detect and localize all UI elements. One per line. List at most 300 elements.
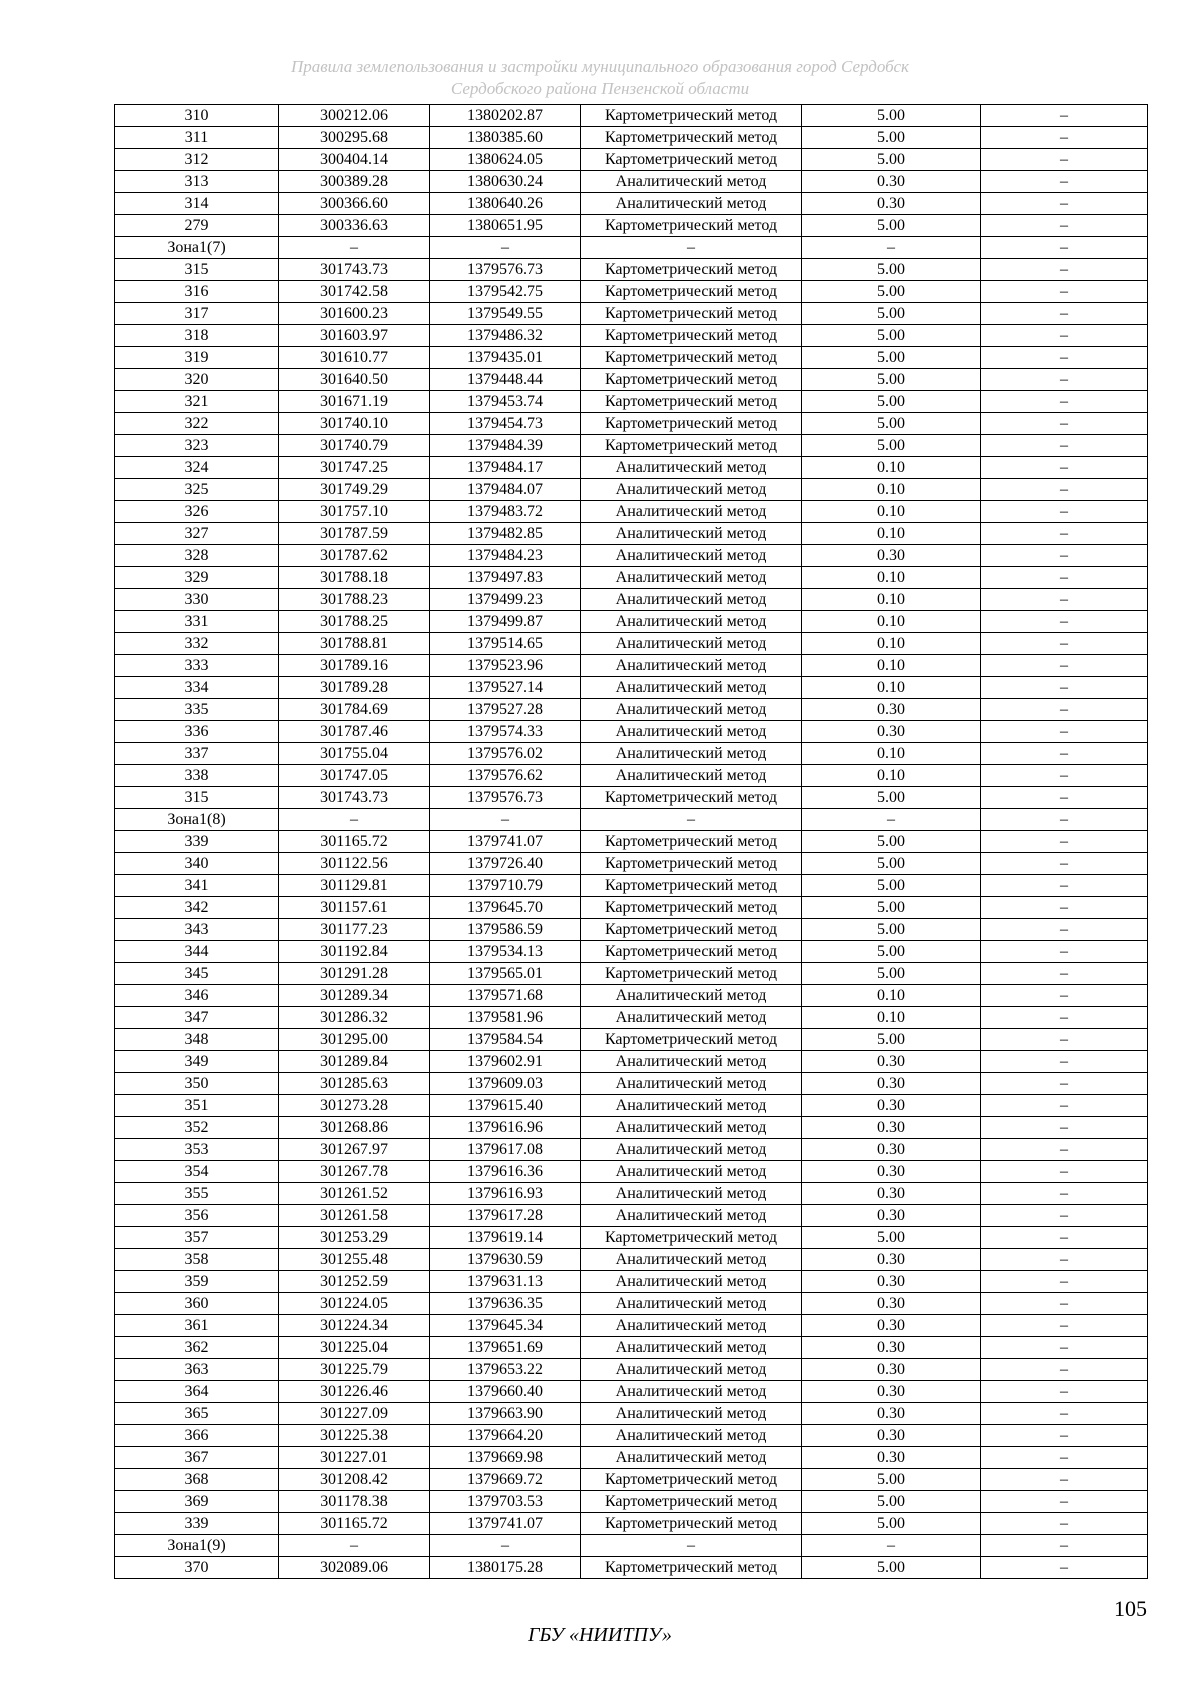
description-cell: – (981, 545, 1148, 567)
description-cell: – (981, 193, 1148, 215)
y-coordinate-cell: 1380175.28 (430, 1557, 581, 1579)
x-coordinate-cell: 301747.05 (279, 765, 430, 787)
y-coordinate-cell: 1379482.85 (430, 523, 581, 545)
y-coordinate-cell: – (430, 809, 581, 831)
table-row (115, 325, 1148, 347)
accuracy-cell: 5.00 (802, 1469, 981, 1491)
description-cell: – (981, 479, 1148, 501)
description-cell: – (981, 1557, 1148, 1579)
y-coordinate-cell: 1379630.59 (430, 1249, 581, 1271)
description-cell: – (981, 831, 1148, 853)
x-coordinate-cell: 301252.59 (279, 1271, 430, 1293)
description-cell: – (981, 721, 1148, 743)
description-cell: – (981, 105, 1148, 127)
accuracy-cell: 0.30 (802, 1315, 981, 1337)
accuracy-cell: 5.00 (802, 831, 981, 853)
table-row (115, 1007, 1148, 1029)
point-number-cell: 359 (115, 1271, 279, 1293)
accuracy-cell: 0.30 (802, 1425, 981, 1447)
x-coordinate-cell: 301291.28 (279, 963, 430, 985)
y-coordinate-cell: 1379483.72 (430, 501, 581, 523)
y-coordinate-cell: 1379602.91 (430, 1051, 581, 1073)
table-row (115, 699, 1148, 721)
description-cell: – (981, 963, 1148, 985)
x-coordinate-cell: 301789.16 (279, 655, 430, 677)
x-coordinate-cell: 301742.58 (279, 281, 430, 303)
x-coordinate-cell: 301268.86 (279, 1117, 430, 1139)
table-row (115, 633, 1148, 655)
description-cell: – (981, 1117, 1148, 1139)
y-coordinate-cell: 1380202.87 (430, 105, 581, 127)
method-cell: Картометрический метод (581, 391, 802, 413)
x-coordinate-cell: 301743.73 (279, 259, 430, 281)
y-coordinate-cell: 1380385.60 (430, 127, 581, 149)
y-coordinate-cell: 1379576.62 (430, 765, 581, 787)
accuracy-cell: 5.00 (802, 259, 981, 281)
x-coordinate-cell: – (279, 809, 430, 831)
method-cell: Картометрический метод (581, 941, 802, 963)
accuracy-cell: – (802, 809, 981, 831)
accuracy-cell: 0.30 (802, 1095, 981, 1117)
accuracy-cell: 0.30 (802, 1271, 981, 1293)
y-coordinate-cell: 1379645.70 (430, 897, 581, 919)
point-number-cell: 334 (115, 677, 279, 699)
point-number-cell: 347 (115, 1007, 279, 1029)
x-coordinate-cell: 301192.84 (279, 941, 430, 963)
method-cell: Аналитический метод (581, 1337, 802, 1359)
x-coordinate-cell: 301749.29 (279, 479, 430, 501)
x-coordinate-cell: 301787.46 (279, 721, 430, 743)
zone-row (115, 1535, 1148, 1557)
y-coordinate-cell: 1380651.95 (430, 215, 581, 237)
description-cell: – (981, 1293, 1148, 1315)
x-coordinate-cell: 301788.25 (279, 611, 430, 633)
method-cell: Картометрический метод (581, 303, 802, 325)
method-cell: Картометрический метод (581, 787, 802, 809)
description-cell: – (981, 325, 1148, 347)
description-cell: – (981, 1073, 1148, 1095)
y-coordinate-cell: 1380630.24 (430, 171, 581, 193)
zone-row (115, 809, 1148, 831)
method-cell: Аналитический метод (581, 721, 802, 743)
y-coordinate-cell: 1379514.65 (430, 633, 581, 655)
method-cell: Картометрический метод (581, 1513, 802, 1535)
y-coordinate-cell: 1379741.07 (430, 831, 581, 853)
table-row (115, 875, 1148, 897)
description-cell: – (981, 567, 1148, 589)
x-coordinate-cell: 301285.63 (279, 1073, 430, 1095)
y-coordinate-cell: 1379453.74 (430, 391, 581, 413)
y-coordinate-cell: 1379703.53 (430, 1491, 581, 1513)
accuracy-cell: 5.00 (802, 369, 981, 391)
method-cell: Аналитический метод (581, 1051, 802, 1073)
description-cell: – (981, 875, 1148, 897)
description-cell: – (981, 1359, 1148, 1381)
accuracy-cell: 0.10 (802, 501, 981, 523)
method-cell: Аналитический метод (581, 1447, 802, 1469)
x-coordinate-cell: 301224.34 (279, 1315, 430, 1337)
x-coordinate-cell: 301253.29 (279, 1227, 430, 1249)
table-row (115, 479, 1148, 501)
point-number-cell: 315 (115, 787, 279, 809)
table-row (115, 545, 1148, 567)
point-number-cell: 352 (115, 1117, 279, 1139)
table-row (115, 1249, 1148, 1271)
x-coordinate-cell: 301286.32 (279, 1007, 430, 1029)
y-coordinate-cell: 1379542.75 (430, 281, 581, 303)
table-row (115, 1161, 1148, 1183)
point-number-cell: 339 (115, 831, 279, 853)
method-cell: Аналитический метод (581, 1117, 802, 1139)
table-row (115, 1469, 1148, 1491)
y-coordinate-cell: 1379586.59 (430, 919, 581, 941)
method-cell: Аналитический метод (581, 193, 802, 215)
accuracy-cell: 5.00 (802, 391, 981, 413)
x-coordinate-cell: 301255.48 (279, 1249, 430, 1271)
x-coordinate-cell: 301295.00 (279, 1029, 430, 1051)
method-cell: Аналитический метод (581, 1315, 802, 1337)
description-cell: – (981, 1249, 1148, 1271)
table-row (115, 1359, 1148, 1381)
accuracy-cell: 5.00 (802, 105, 981, 127)
y-coordinate-cell: 1379653.22 (430, 1359, 581, 1381)
description-cell: – (981, 1183, 1148, 1205)
x-coordinate-cell: 301740.10 (279, 413, 430, 435)
table-row (115, 831, 1148, 853)
y-coordinate-cell: 1379497.83 (430, 567, 581, 589)
method-cell: Картометрический метод (581, 919, 802, 941)
point-number-cell: 327 (115, 523, 279, 545)
table-row (115, 1447, 1148, 1469)
y-coordinate-cell: 1379581.96 (430, 1007, 581, 1029)
table-row (115, 1491, 1148, 1513)
accuracy-cell: 5.00 (802, 787, 981, 809)
point-number-cell: 320 (115, 369, 279, 391)
description-cell: – (981, 523, 1148, 545)
y-coordinate-cell: 1379534.13 (430, 941, 581, 963)
table-row (115, 985, 1148, 1007)
description-cell: – (981, 237, 1148, 259)
method-cell: Картометрический метод (581, 127, 802, 149)
table-row (115, 1139, 1148, 1161)
description-cell: – (981, 1403, 1148, 1425)
table-row (115, 369, 1148, 391)
method-cell: Аналитический метод (581, 699, 802, 721)
description-cell: – (981, 941, 1148, 963)
x-coordinate-cell: 301600.23 (279, 303, 430, 325)
x-coordinate-cell: 301788.23 (279, 589, 430, 611)
point-number-cell: 313 (115, 171, 279, 193)
x-coordinate-cell: 301208.42 (279, 1469, 430, 1491)
table-row (115, 567, 1148, 589)
y-coordinate-cell: 1379609.03 (430, 1073, 581, 1095)
point-number-cell: 368 (115, 1469, 279, 1491)
method-cell: Аналитический метод (581, 1381, 802, 1403)
table-row (115, 1227, 1148, 1249)
y-coordinate-cell: 1380624.05 (430, 149, 581, 171)
description-cell: – (981, 1469, 1148, 1491)
accuracy-cell: 0.30 (802, 721, 981, 743)
accuracy-cell: 0.30 (802, 193, 981, 215)
method-cell: Аналитический метод (581, 1183, 802, 1205)
y-coordinate-cell: – (430, 237, 581, 259)
y-coordinate-cell: 1379499.87 (430, 611, 581, 633)
accuracy-cell: 5.00 (802, 919, 981, 941)
accuracy-cell: 5.00 (802, 303, 981, 325)
method-cell: Картометрический метод (581, 853, 802, 875)
point-number-cell: 310 (115, 105, 279, 127)
y-coordinate-cell: 1379669.98 (430, 1447, 581, 1469)
accuracy-cell: – (802, 237, 981, 259)
description-cell: – (981, 699, 1148, 721)
table-row (115, 1051, 1148, 1073)
y-coordinate-cell: 1379660.40 (430, 1381, 581, 1403)
accuracy-cell: 0.30 (802, 1205, 981, 1227)
y-coordinate-cell: 1379631.13 (430, 1271, 581, 1293)
accuracy-cell: 5.00 (802, 963, 981, 985)
y-coordinate-cell: 1379435.01 (430, 347, 581, 369)
method-cell: Картометрический метод (581, 1557, 802, 1579)
accuracy-cell: 0.30 (802, 1183, 981, 1205)
method-cell: Картометрический метод (581, 1029, 802, 1051)
method-cell: Аналитический метод (581, 1359, 802, 1381)
point-number-cell: 366 (115, 1425, 279, 1447)
table-row (115, 105, 1148, 127)
point-number-cell: 337 (115, 743, 279, 765)
point-number-cell: 351 (115, 1095, 279, 1117)
point-number-cell: 358 (115, 1249, 279, 1271)
y-coordinate-cell: 1379484.17 (430, 457, 581, 479)
method-cell: Картометрический метод (581, 831, 802, 853)
method-cell: Картометрический метод (581, 875, 802, 897)
description-cell: – (981, 127, 1148, 149)
x-coordinate-cell: 301225.04 (279, 1337, 430, 1359)
point-number-cell: 328 (115, 545, 279, 567)
accuracy-cell: 0.10 (802, 985, 981, 1007)
method-cell: Аналитический метод (581, 1139, 802, 1161)
method-cell: Картометрический метод (581, 105, 802, 127)
accuracy-cell: 0.30 (802, 1139, 981, 1161)
method-cell: Картометрический метод (581, 1227, 802, 1249)
accuracy-cell: 5.00 (802, 127, 981, 149)
table-row (115, 589, 1148, 611)
accuracy-cell: 5.00 (802, 1491, 981, 1513)
description-cell: – (981, 413, 1148, 435)
x-coordinate-cell: 301224.05 (279, 1293, 430, 1315)
x-coordinate-cell: 301165.72 (279, 831, 430, 853)
x-coordinate-cell: 301610.77 (279, 347, 430, 369)
description-cell: – (981, 1535, 1148, 1557)
accuracy-cell: – (802, 1535, 981, 1557)
x-coordinate-cell: 301129.81 (279, 875, 430, 897)
description-cell: – (981, 633, 1148, 655)
y-coordinate-cell: 1379484.39 (430, 435, 581, 457)
y-coordinate-cell: 1379484.23 (430, 545, 581, 567)
point-number-cell: 362 (115, 1337, 279, 1359)
x-coordinate-cell: 301789.28 (279, 677, 430, 699)
table-row (115, 1403, 1148, 1425)
table-row (115, 919, 1148, 941)
accuracy-cell: 0.30 (802, 1161, 981, 1183)
x-coordinate-cell: 301273.28 (279, 1095, 430, 1117)
y-coordinate-cell: 1379565.01 (430, 963, 581, 985)
y-coordinate-cell: 1379576.73 (430, 259, 581, 281)
point-number-cell: 369 (115, 1491, 279, 1513)
point-number-cell: 356 (115, 1205, 279, 1227)
table-row (115, 391, 1148, 413)
x-coordinate-cell: 301261.58 (279, 1205, 430, 1227)
description-cell: – (981, 259, 1148, 281)
y-coordinate-cell: 1379664.20 (430, 1425, 581, 1447)
method-cell: Аналитический метод (581, 1205, 802, 1227)
accuracy-cell: 0.30 (802, 545, 981, 567)
point-number-cell: 364 (115, 1381, 279, 1403)
header-line-1: Правила землепользования и застройки муниципального образования город Сердобск (290, 57, 909, 76)
table-row (115, 347, 1148, 369)
y-coordinate-cell: 1379486.32 (430, 325, 581, 347)
x-coordinate-cell: 301788.81 (279, 633, 430, 655)
method-cell: Аналитический метод (581, 677, 802, 699)
method-cell: Картометрический метод (581, 963, 802, 985)
x-coordinate-cell: 301603.97 (279, 325, 430, 347)
method-cell: Аналитический метод (581, 1095, 802, 1117)
method-cell: Аналитический метод (581, 1249, 802, 1271)
table-row (115, 963, 1148, 985)
method-cell: Аналитический метод (581, 545, 802, 567)
method-cell: Аналитический метод (581, 589, 802, 611)
y-coordinate-cell: 1379454.73 (430, 413, 581, 435)
x-coordinate-cell: 301122.56 (279, 853, 430, 875)
point-number-cell: 311 (115, 127, 279, 149)
description-cell: – (981, 303, 1148, 325)
point-number-cell: 326 (115, 501, 279, 523)
x-coordinate-cell: 301787.62 (279, 545, 430, 567)
table-row (115, 743, 1148, 765)
accuracy-cell: 5.00 (802, 941, 981, 963)
x-coordinate-cell: 301227.01 (279, 1447, 430, 1469)
y-coordinate-cell: 1379726.40 (430, 853, 581, 875)
y-coordinate-cell: 1379574.33 (430, 721, 581, 743)
description-cell: – (981, 501, 1148, 523)
point-number-cell: 346 (115, 985, 279, 1007)
description-cell: – (981, 743, 1148, 765)
accuracy-cell: 0.10 (802, 633, 981, 655)
table-row (115, 215, 1148, 237)
description-cell: – (981, 457, 1148, 479)
point-number-cell: 355 (115, 1183, 279, 1205)
accuracy-cell: 0.30 (802, 699, 981, 721)
method-cell: – (581, 1535, 802, 1557)
table-row (115, 1293, 1148, 1315)
accuracy-cell: 5.00 (802, 1513, 981, 1535)
y-coordinate-cell: 1379527.28 (430, 699, 581, 721)
accuracy-cell: 0.30 (802, 1117, 981, 1139)
table-row (115, 1271, 1148, 1293)
table-row (115, 1073, 1148, 1095)
y-coordinate-cell: 1379527.14 (430, 677, 581, 699)
description-cell: – (981, 1139, 1148, 1161)
method-cell: Аналитический метод (581, 1271, 802, 1293)
accuracy-cell: 0.10 (802, 765, 981, 787)
document-header (100, 56, 1100, 100)
description-cell: – (981, 1227, 1148, 1249)
accuracy-cell: 0.30 (802, 1403, 981, 1425)
accuracy-cell: 0.30 (802, 1051, 981, 1073)
y-coordinate-cell: 1379499.23 (430, 589, 581, 611)
point-number-cell: 316 (115, 281, 279, 303)
method-cell: Аналитический метод (581, 567, 802, 589)
description-cell: – (981, 1095, 1148, 1117)
accuracy-cell: 5.00 (802, 875, 981, 897)
point-number-cell: 329 (115, 567, 279, 589)
x-coordinate-cell: – (279, 237, 430, 259)
description-cell: – (981, 853, 1148, 875)
description-cell: – (981, 1271, 1148, 1293)
table-row (115, 1117, 1148, 1139)
method-cell: Аналитический метод (581, 1007, 802, 1029)
y-coordinate-cell: 1379484.07 (430, 479, 581, 501)
accuracy-cell: 0.10 (802, 611, 981, 633)
point-number-cell: 333 (115, 655, 279, 677)
point-number-cell: Зона1(8) (115, 809, 279, 831)
x-coordinate-cell: 301784.69 (279, 699, 430, 721)
method-cell: Картометрический метод (581, 1469, 802, 1491)
accuracy-cell: 5.00 (802, 215, 981, 237)
accuracy-cell: 0.10 (802, 1007, 981, 1029)
description-cell: – (981, 435, 1148, 457)
description-cell: – (981, 1161, 1148, 1183)
point-number-cell: 367 (115, 1447, 279, 1469)
x-coordinate-cell: 300295.68 (279, 127, 430, 149)
method-cell: Аналитический метод (581, 1073, 802, 1095)
method-cell: Картометрический метод (581, 281, 802, 303)
y-coordinate-cell: 1379651.69 (430, 1337, 581, 1359)
method-cell: Аналитический метод (581, 985, 802, 1007)
point-number-cell: 341 (115, 875, 279, 897)
accuracy-cell: 0.30 (802, 1249, 981, 1271)
point-number-cell: 350 (115, 1073, 279, 1095)
point-number-cell: 315 (115, 259, 279, 281)
description-cell: – (981, 171, 1148, 193)
accuracy-cell: 0.10 (802, 567, 981, 589)
point-number-cell: 330 (115, 589, 279, 611)
x-coordinate-cell: 301289.84 (279, 1051, 430, 1073)
description-cell: – (981, 611, 1148, 633)
point-number-cell: 324 (115, 457, 279, 479)
x-coordinate-cell: 301225.79 (279, 1359, 430, 1381)
accuracy-cell: 5.00 (802, 897, 981, 919)
method-cell: Аналитический метод (581, 1161, 802, 1183)
x-coordinate-cell: – (279, 1535, 430, 1557)
y-coordinate-cell: 1379615.40 (430, 1095, 581, 1117)
method-cell: Картометрический метод (581, 897, 802, 919)
table-row (115, 611, 1148, 633)
table-row (115, 523, 1148, 545)
point-number-cell: 348 (115, 1029, 279, 1051)
method-cell: Картометрический метод (581, 413, 802, 435)
x-coordinate-cell: 301261.52 (279, 1183, 430, 1205)
accuracy-cell: 5.00 (802, 413, 981, 435)
description-cell: – (981, 765, 1148, 787)
point-number-cell: 354 (115, 1161, 279, 1183)
table-row (115, 1029, 1148, 1051)
method-cell: Картометрический метод (581, 435, 802, 457)
x-coordinate-cell: 301743.73 (279, 787, 430, 809)
accuracy-cell: 5.00 (802, 853, 981, 875)
point-number-cell: 363 (115, 1359, 279, 1381)
y-coordinate-cell: 1379710.79 (430, 875, 581, 897)
method-cell: Аналитический метод (581, 633, 802, 655)
